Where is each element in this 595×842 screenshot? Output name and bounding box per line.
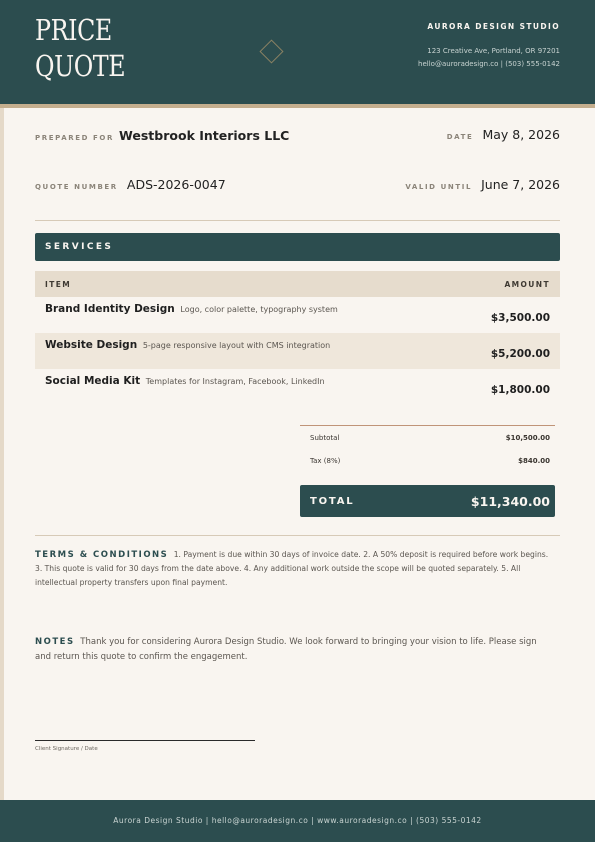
tax-label: Tax (8%) (310, 456, 341, 465)
studio-name: AURORA DESIGN STUDIO (427, 22, 560, 31)
prepared-for-value: Westbrook Interiors LLC (119, 128, 290, 143)
studio-contact-block (418, 45, 560, 71)
valid-until-value: June 7, 2026 (481, 177, 560, 192)
table-row (35, 333, 560, 369)
service-description: 5-page responsive layout with CMS integration (142, 341, 331, 350)
subtotal-value: $10,500.00 (505, 433, 550, 442)
page-footer: Aurora Design Studio | hello@auroradesign.co | www.auroradesign.co | (503) 555-0142 (0, 800, 595, 842)
tax-value: $840.00 (518, 456, 550, 465)
date-block (447, 124, 560, 143)
header-accent-rule (0, 104, 595, 108)
studio-address: 123 Creative Ave, Portland, OR 97201 (427, 47, 560, 55)
studio-contact: hello@auroradesign.co | (503) 555-0142 (418, 60, 560, 68)
date-label: DATE (446, 133, 474, 141)
service-amount: $3,500.00 (490, 312, 550, 324)
total-label: TOTAL (310, 495, 355, 507)
notes-label: NOTES (35, 637, 75, 647)
column-header-amount: AMOUNT (504, 279, 550, 289)
services-heading: SERVICES (35, 233, 560, 261)
tax-row (300, 449, 555, 472)
subtotal-label: Subtotal (310, 433, 340, 442)
service-description: Templates for Instagram, Facebook, LinkedIn (145, 377, 325, 386)
total-value: $11,340.00 (470, 493, 550, 509)
service-amount: $5,200.00 (490, 348, 550, 360)
table-header (35, 271, 560, 297)
title-line-1: PRICE (35, 13, 112, 47)
date-value: May 8, 2026 (482, 127, 560, 142)
grand-total-box (300, 485, 555, 517)
service-name: Social Media Kit (45, 375, 141, 387)
signature-line[interactable] (35, 740, 255, 741)
title-line-2: QUOTE (35, 49, 126, 83)
meta-divider (35, 220, 560, 221)
left-accent-strip (0, 104, 4, 800)
prepared-for-block (35, 124, 295, 149)
column-header-item: ITEM (45, 279, 72, 289)
terms-text: 1. Payment is due within 30 days of invoice date. 2. A 50% deposit is required before work begins. 3. This quote is valid for 30 days from the date above. 4. Any additional work outside the scope will be quoted separately. 5. All intellectual property transfers upon final payment. (35, 550, 549, 587)
services-table (35, 271, 560, 405)
prepared-for-label: PREPARED FOR (35, 134, 114, 142)
service-amount: $1,800.00 (490, 384, 550, 396)
notes-text: Thank you for considering Aurora Design Studio. We look forward to bringing your vision to life. Please sign and return this quote to confirm the engagement. (35, 637, 537, 662)
terms-divider (35, 535, 560, 536)
table-row (35, 297, 560, 333)
service-name: Brand Identity Design (45, 303, 175, 315)
subtotal-row (300, 426, 555, 449)
table-row (35, 369, 560, 405)
quote-number-block (35, 174, 226, 193)
quote-number-value: ADS-2026-0047 (126, 177, 226, 192)
quote-header (0, 0, 595, 104)
signature-label: Client Signature / Date (35, 746, 98, 752)
quote-number-label: QUOTE NUMBER (35, 183, 118, 191)
terms-label: TERMS & CONDITIONS (35, 550, 169, 560)
terms-section (35, 548, 550, 590)
document-title (35, 12, 125, 84)
valid-until-label: VALID UNTIL (405, 183, 472, 191)
notes-section (35, 635, 550, 665)
service-name: Website Design (45, 339, 138, 351)
diamond-ornament-icon (259, 39, 283, 63)
totals-block (300, 425, 555, 517)
service-description: Logo, color palette, typography system (180, 305, 338, 314)
valid-until-block (405, 174, 560, 193)
